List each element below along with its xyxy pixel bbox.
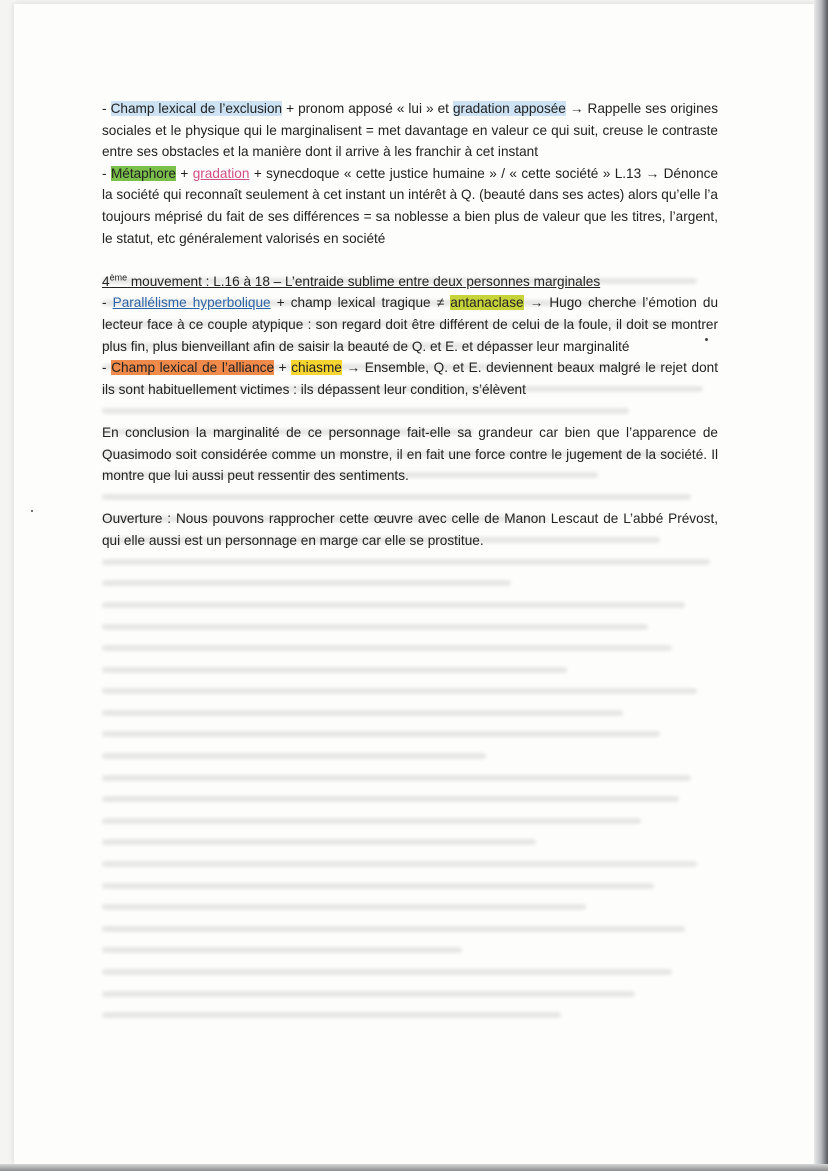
highlight-chiasme: chiasme	[291, 360, 342, 376]
highlight-metaphore: Métaphore	[110, 165, 176, 181]
paragraph-exclusion	[102, 98, 718, 163]
heading-number: 4	[102, 273, 110, 289]
pink-gradation-term: gradation	[192, 165, 250, 181]
text-segment: → Rappelle ses origines sociales et le physique qui le marginalisent = met davantage en valeur ce qui suit, creuse le contraste entre ses obstacles et la manière dont il arrive à les franchir à cet instant	[102, 101, 718, 160]
paragraph-conclusion: En conclusion la marginalité de ce personnage fait-elle sa grandeur car bien que l’apparence de Quasimodo soit considérée comme un monstre, il en fait une force contre le jugement de la société. Il montre que lui aussi peut ressentir des sentiments.	[102, 424, 718, 484]
bullet-dash: -	[102, 165, 111, 181]
text-segment: + pronom apposé « lui » et	[282, 101, 453, 116]
paragraph-ouverture: Ouverture : Nous pouvons rapprocher cette œuvre avec celle de Manon Lescaut de L’abbé Prévost, qui elle aussi est un personnage en marge car elle se prostitue.	[102, 511, 718, 548]
highlight-antanaclase: antanaclase	[450, 295, 524, 311]
text-segment: + champ lexical tragique ≠	[270, 295, 451, 311]
scan-edge-bottom	[0, 1164, 828, 1171]
heading-text: mouvement : L.16 à 18 – L’entraide sublime entre deux personnes marginales	[127, 273, 601, 289]
highlight-champ-lexical-alliance: Champ lexical de l’alliance	[111, 360, 274, 376]
blue-parallelisme-term: Parallélisme hyperbolique	[112, 295, 271, 311]
bullet-dash: -	[102, 101, 111, 116]
text-segment: → Hugo cherche l’émotion du lecteur face à ce couple atypique : son regard doit être différent de celui de la foule, il doit se montrer plus fin, plus bienveillant afin de saisir la beauté de Q. et E. et dépasser leur marginalité	[102, 295, 719, 354]
text-segment: +	[274, 360, 292, 376]
text-segment: → Ensemble, Q. et E. deviennent beaux malgré le rejet dont ils sont habituellement victimes : ils dépassent leur condition, s’élèvent	[102, 360, 718, 397]
paragraph-metaphore	[102, 163, 718, 249]
highlight-gradation-apposee: gradation apposée	[453, 101, 566, 116]
bullet-dash: -	[102, 295, 113, 311]
heading-superscript: ème	[109, 272, 128, 283]
document-body	[102, 98, 718, 551]
text-segment: +	[175, 165, 193, 181]
section-heading-4eme-mouvement	[102, 271, 718, 293]
scan-edge-right	[814, 0, 828, 1171]
paragraph-parallelisme	[102, 292, 718, 357]
spacer	[102, 400, 718, 422]
bullet-dash: -	[102, 360, 112, 376]
paragraph-alliance	[102, 357, 718, 400]
text-segment: + synecdoque « cette justice humaine » / « cette société » L.13 → Dénonce la société qui reconnaît seulement à cet instant un intérêt à Q. (beauté dans ses actes) alors qu’elle l’a toujours méprisé du fait de ses différences = sa noblesse a bien plus de valeur que les titres, l’argent, le statut, etc généralement valorisés en société	[102, 165, 718, 246]
spacer	[102, 487, 718, 509]
spacer	[102, 249, 718, 271]
highlight-champ-lexical-exclusion: Champ lexical de l’exclusion	[110, 101, 283, 116]
scan-speck	[31, 510, 33, 512]
